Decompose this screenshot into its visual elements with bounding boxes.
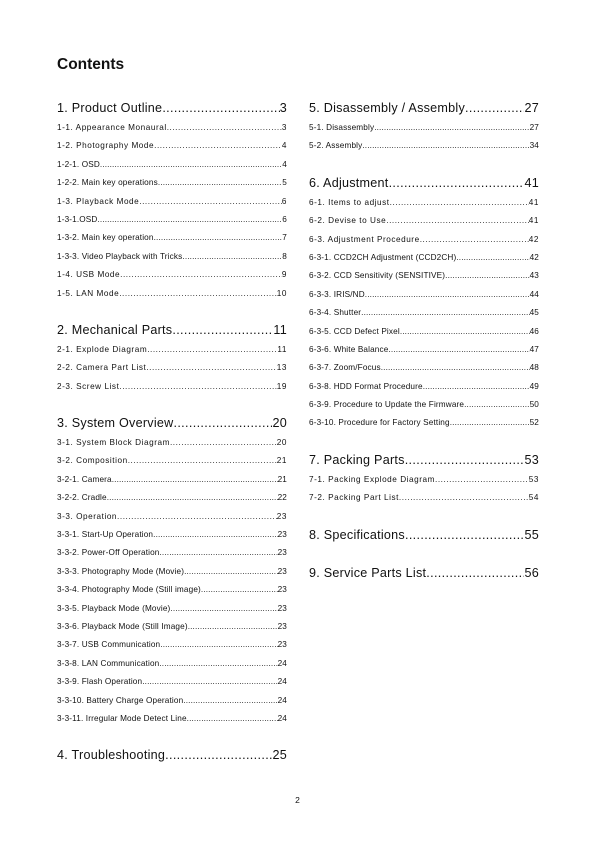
leader-dots: [465, 97, 524, 119]
toc-heading-title: 2. Mechanical Parts: [57, 322, 173, 337]
leader-dots: [170, 434, 277, 452]
toc-entry[interactable]: [57, 193, 287, 211]
toc-entry-page: 44: [529, 289, 539, 299]
toc-entry-page: 19: [276, 381, 287, 391]
toc-entry-title: 6-3-5. CCD Defect Pixel: [309, 326, 400, 336]
section-spacer: [57, 728, 287, 744]
toc-entry[interactable]: [57, 636, 287, 654]
toc-section-heading[interactable]: [57, 412, 287, 434]
toc-entry-page: 49: [529, 381, 539, 391]
toc-entry-title: 3-3-9. Flash Operation: [57, 677, 143, 687]
toc-entry-page: 48: [529, 363, 539, 373]
toc-entry-title: 3-3-10. Battery Charge Operation: [57, 695, 184, 705]
toc-entry-title: 1-3-1.OSD: [57, 214, 98, 224]
toc-heading-page: 41: [524, 175, 539, 190]
toc-entry-page: 23: [277, 530, 287, 540]
leader-dots: [154, 137, 282, 155]
toc-entry-page: 23: [277, 548, 287, 558]
toc-entry-title: 6-3-6. White Balance: [309, 344, 389, 354]
toc-heading-page: 25: [272, 748, 287, 763]
toc-heading-title: 7. Packing Parts: [309, 452, 405, 467]
toc-entry-title: 6-3-8. HDD Format Procedure: [309, 381, 423, 391]
leader-dots: [160, 544, 278, 562]
toc-entry-title: 3-3. Operation: [57, 511, 118, 521]
toc-entry[interactable]: [57, 452, 287, 470]
toc-entry[interactable]: [57, 266, 287, 284]
toc-section-heading[interactable]: [309, 449, 539, 471]
toc-entry-title: 3-3-2. Power-Off Operation: [57, 548, 160, 558]
toc-entry-page: 34: [529, 141, 539, 151]
leader-dots: [435, 471, 529, 489]
toc-section-heading[interactable]: [309, 97, 539, 119]
toc-entry-page: 50: [529, 400, 539, 410]
toc-entry[interactable]: [57, 618, 287, 636]
toc-entry[interactable]: [309, 212, 539, 230]
leader-dots: [167, 119, 282, 137]
leader-dots: [119, 378, 276, 396]
leader-dots: [100, 156, 282, 174]
toc-entry[interactable]: [57, 434, 287, 452]
leader-dots: [146, 359, 276, 377]
toc-entry[interactable]: [57, 211, 287, 229]
toc-entry-page: 7: [282, 233, 287, 243]
leader-dots: [172, 319, 273, 341]
toc-entry-title: 1-4. USB Mode: [57, 270, 121, 280]
toc-entry[interactable]: [57, 673, 287, 691]
toc-entry-title: 3-3-3. Photography Mode (Movie): [57, 566, 185, 576]
leader-dots: [201, 581, 278, 599]
toc-heading-title: 6. Adjustment: [309, 175, 389, 190]
toc-entry[interactable]: [309, 194, 539, 212]
toc-section-heading[interactable]: [57, 744, 287, 766]
toc-entry-title: 6-3-10. Procedure for Factory Setting: [309, 418, 450, 428]
toc-entry-page: 5: [282, 178, 287, 188]
toc-entry-title: 1-3-3. Video Playback with Tricks: [57, 251, 183, 261]
toc-heading-page: 20: [272, 416, 287, 431]
leader-dots: [405, 524, 525, 546]
leader-dots: [147, 341, 277, 359]
toc-heading-page: 55: [524, 527, 539, 542]
leader-dots: [173, 412, 272, 434]
toc-entry-title: 2-2. Camera Part List: [57, 363, 147, 373]
toc-entry-page: 24: [277, 677, 287, 687]
toc-entry-page: 46: [529, 326, 539, 336]
leader-dots: [420, 231, 529, 249]
toc-entry-page: 41: [528, 197, 539, 207]
leader-dots: [119, 285, 277, 303]
toc-heading-page: 27: [524, 101, 539, 115]
toc-entry[interactable]: [309, 341, 539, 359]
section-spacer: [57, 303, 287, 319]
toc-entry-page: 24: [277, 713, 287, 723]
toc-entry-page: 42: [529, 252, 539, 262]
toc-entry-page: 8: [282, 251, 287, 261]
toc-entry[interactable]: [57, 359, 287, 377]
toc-entry-title: 1-3-2. Main key operation: [57, 233, 154, 243]
toc-entry-page: 24: [277, 695, 287, 705]
toc-entry-page: 52: [529, 418, 539, 428]
leader-dots: [120, 266, 282, 284]
leader-dots: [361, 304, 529, 322]
toc-entry-page: 21: [276, 456, 287, 466]
page-number: 2: [295, 795, 300, 805]
toc-entry-page: 45: [529, 308, 539, 318]
leader-dots: [187, 710, 278, 728]
section-spacer: [57, 396, 287, 412]
leader-dots: [153, 526, 277, 544]
toc-entry[interactable]: [57, 248, 287, 266]
toc-entry-title: 3-2. Composition: [57, 456, 128, 466]
toc-heading-title: 5. Disassembly / Assembly: [309, 101, 466, 115]
toc-entry-page: 27: [529, 122, 539, 132]
leader-dots: [162, 97, 279, 119]
leader-dots: [423, 378, 530, 396]
toc-heading-title: 4. Troubleshooting: [57, 748, 166, 763]
leader-dots: [390, 194, 529, 212]
toc-entry[interactable]: [309, 471, 539, 489]
toc-entry[interactable]: [57, 544, 287, 562]
toc-entry[interactable]: [309, 359, 539, 377]
toc-section-heading[interactable]: [57, 319, 287, 341]
toc-entry-page: 54: [528, 493, 539, 503]
leader-dots: [450, 414, 530, 432]
toc-entry[interactable]: [57, 229, 287, 247]
toc-entry-page: 23: [276, 511, 287, 521]
toc-entry-title: 1-1. Appearance Monaural: [57, 122, 167, 132]
toc-entry-title: 5-2. Assembly: [309, 141, 363, 151]
toc-section-heading[interactable]: [309, 562, 539, 584]
leader-dots: [456, 249, 529, 267]
toc-heading-page: 53: [524, 452, 539, 467]
leader-dots: [154, 229, 283, 247]
toc-entry[interactable]: [57, 341, 287, 359]
toc-entry[interactable]: [57, 119, 287, 137]
toc-entry-page: 22: [277, 493, 287, 503]
section-spacer: [309, 433, 539, 449]
toc-entry[interactable]: [309, 304, 539, 322]
toc-right-column: [309, 97, 539, 584]
toc-entry-title: 3-3-4. Photography Mode (Still image): [57, 585, 201, 595]
toc-entry-page: 53: [528, 474, 539, 484]
toc-entry[interactable]: [57, 655, 287, 673]
leader-dots: [188, 618, 278, 636]
toc-entry-title: 6-3-4. Shutter: [309, 308, 362, 318]
toc-entry-title: 6-3. Adjustment Procedure: [309, 234, 420, 244]
toc-entry[interactable]: [57, 508, 287, 526]
toc-entry-page: 4: [281, 141, 287, 151]
toc-entry-page: 10: [276, 288, 287, 298]
toc-entry-page: 23: [277, 585, 287, 595]
toc-heading-title: 3. System Overview: [57, 416, 174, 431]
toc-entry[interactable]: [57, 600, 287, 618]
toc-entry-title: 5-1. Disassembly: [309, 122, 375, 132]
toc-heading-title: 9. Service Parts List: [309, 565, 427, 580]
leader-dots: [184, 563, 278, 581]
toc-entry-title: 2-1. Explode Diagram: [57, 344, 148, 354]
toc-entry-title: 1-2-1. OSD: [57, 159, 100, 169]
leader-dots: [107, 489, 278, 507]
toc-entry[interactable]: [57, 563, 287, 581]
toc-entry[interactable]: [57, 692, 287, 710]
toc-entry-title: 1-3. Playback Mode: [57, 196, 140, 206]
leader-dots: [386, 212, 529, 230]
toc-entry-page: 23: [277, 566, 287, 576]
toc-entry-title: 1-2-2. Main key operations: [57, 178, 158, 188]
toc-entry[interactable]: [309, 231, 539, 249]
toc-entry-page: 20: [276, 438, 287, 448]
toc-entry[interactable]: [309, 119, 539, 137]
toc-entry[interactable]: [57, 174, 287, 192]
leader-dots: [117, 508, 277, 526]
toc-section-heading[interactable]: [309, 524, 539, 546]
toc-entry-page: 21: [277, 474, 287, 484]
toc-entry[interactable]: [57, 526, 287, 544]
leader-dots: [183, 692, 277, 710]
leader-dots: [139, 193, 282, 211]
toc-entry[interactable]: [309, 378, 539, 396]
toc-entry-title: 7-2. Packing Part List: [309, 493, 399, 503]
toc-entry[interactable]: [309, 489, 539, 507]
toc-entry-title: 3-3-6. Playback Mode (Still Image): [57, 621, 188, 631]
leader-dots: [160, 636, 277, 654]
toc-entry-title: 6-3-3. IRIS/ND: [309, 289, 365, 299]
toc-entry-title: 1-5. LAN Mode: [57, 288, 120, 298]
toc-entry-page: 3: [281, 122, 287, 132]
toc-entry-page: 43: [529, 271, 539, 281]
toc-entry[interactable]: [57, 285, 287, 303]
toc-entry-title: 3-1. System Block Diagram: [57, 438, 170, 448]
leader-dots: [381, 359, 530, 377]
leader-dots: [426, 562, 524, 584]
leader-dots: [374, 119, 529, 137]
toc-heading-title: 8. Specifications: [309, 527, 405, 542]
leader-dots: [97, 211, 282, 229]
toc-entry[interactable]: [309, 267, 539, 285]
leader-dots: [362, 137, 529, 155]
toc-entry-title: 3-3-7. USB Communication: [57, 640, 161, 650]
toc-entry-page: 4: [282, 159, 287, 169]
section-spacer: [309, 156, 539, 172]
leader-dots: [182, 248, 282, 266]
toc-entry-page: 42: [528, 234, 539, 244]
toc-section-heading[interactable]: [309, 172, 539, 194]
toc-entry-page: 13: [276, 363, 287, 373]
leader-dots: [464, 396, 529, 414]
toc-entry-title: 6-3-7. Zoom/Focus: [309, 363, 381, 373]
toc-heading-page: 3: [279, 101, 287, 115]
toc-heading-page: 56: [524, 565, 539, 580]
toc-left-column: [57, 97, 287, 766]
leader-dots: [388, 341, 529, 359]
leader-dots: [389, 172, 525, 194]
toc-entry-page: 41: [528, 216, 539, 226]
toc-entry-title: 2-3. Screw List: [57, 381, 120, 391]
toc-entry-title: 3-3-11. Irregular Mode Detect Line: [57, 713, 187, 723]
toc-heading-title: 1. Product Outline: [57, 101, 163, 115]
toc-entry[interactable]: [309, 249, 539, 267]
leader-dots: [365, 286, 530, 304]
toc-section-heading[interactable]: [57, 97, 287, 119]
leader-dots: [170, 600, 277, 618]
toc-entry-title: 3-3-8. LAN Communication: [57, 658, 160, 668]
leader-dots: [128, 452, 277, 470]
toc-entry-page: 23: [277, 621, 287, 631]
leader-dots: [159, 655, 277, 673]
toc-entry[interactable]: [57, 581, 287, 599]
toc-entry-page: 11: [277, 344, 287, 354]
leader-dots: [165, 744, 272, 766]
section-spacer: [309, 546, 539, 562]
toc-entry-page: 6: [281, 196, 287, 206]
toc-entry-title: 3-2-1. Camera: [57, 474, 112, 484]
toc-entry-title: 1-2. Photography Mode: [57, 141, 155, 151]
toc-heading-page: 11: [273, 322, 287, 337]
toc-entry[interactable]: [57, 471, 287, 489]
toc-entry-title: 6-3-1. CCD2CH Adjustment (CCD2CH): [309, 252, 457, 262]
toc-entry[interactable]: [57, 156, 287, 174]
toc-entry-page: 24: [277, 658, 287, 668]
toc-entry[interactable]: [57, 378, 287, 396]
toc-entry-title: 6-3-2. CCD Sensitivity (SENSITIVE): [309, 271, 446, 281]
leader-dots: [405, 449, 525, 471]
toc-entry[interactable]: [309, 286, 539, 304]
leader-dots: [142, 673, 277, 691]
toc-entry-title: 3-2-2. Cradle: [57, 493, 107, 503]
toc-entry[interactable]: [309, 414, 539, 432]
toc-entry-page: 6: [282, 214, 287, 224]
toc-entry-page: 23: [277, 640, 287, 650]
page-title: Contents: [57, 56, 125, 73]
leader-dots: [445, 267, 529, 285]
toc-entry[interactable]: [57, 137, 287, 155]
toc-entry-page: 47: [529, 344, 539, 354]
toc-entry-title: 6-1. Items to adjust: [309, 197, 390, 207]
toc-entry-title: 3-3-5. Playback Mode (Movie): [57, 603, 171, 613]
toc-entry-title: 6-3-9. Procedure to Update the Firmware: [309, 400, 465, 410]
toc-entry-page: 23: [277, 603, 287, 613]
leader-dots: [112, 471, 278, 489]
leader-dots: [399, 489, 529, 507]
toc-entry[interactable]: [309, 137, 539, 155]
toc-entry[interactable]: [57, 710, 287, 728]
section-spacer: [309, 508, 539, 524]
leader-dots: [400, 323, 530, 341]
toc-entry[interactable]: [57, 489, 287, 507]
toc-entry[interactable]: [309, 323, 539, 341]
toc-entry-title: 7-1. Packing Explode Diagram: [309, 474, 435, 484]
toc-entry-title: 3-3-1. Start-Up Operation: [57, 530, 154, 540]
leader-dots: [158, 174, 282, 192]
toc-entry-title: 6-2. Devise to Use: [309, 216, 387, 226]
toc-entry[interactable]: [309, 396, 539, 414]
toc-entry-page: 9: [281, 270, 287, 280]
